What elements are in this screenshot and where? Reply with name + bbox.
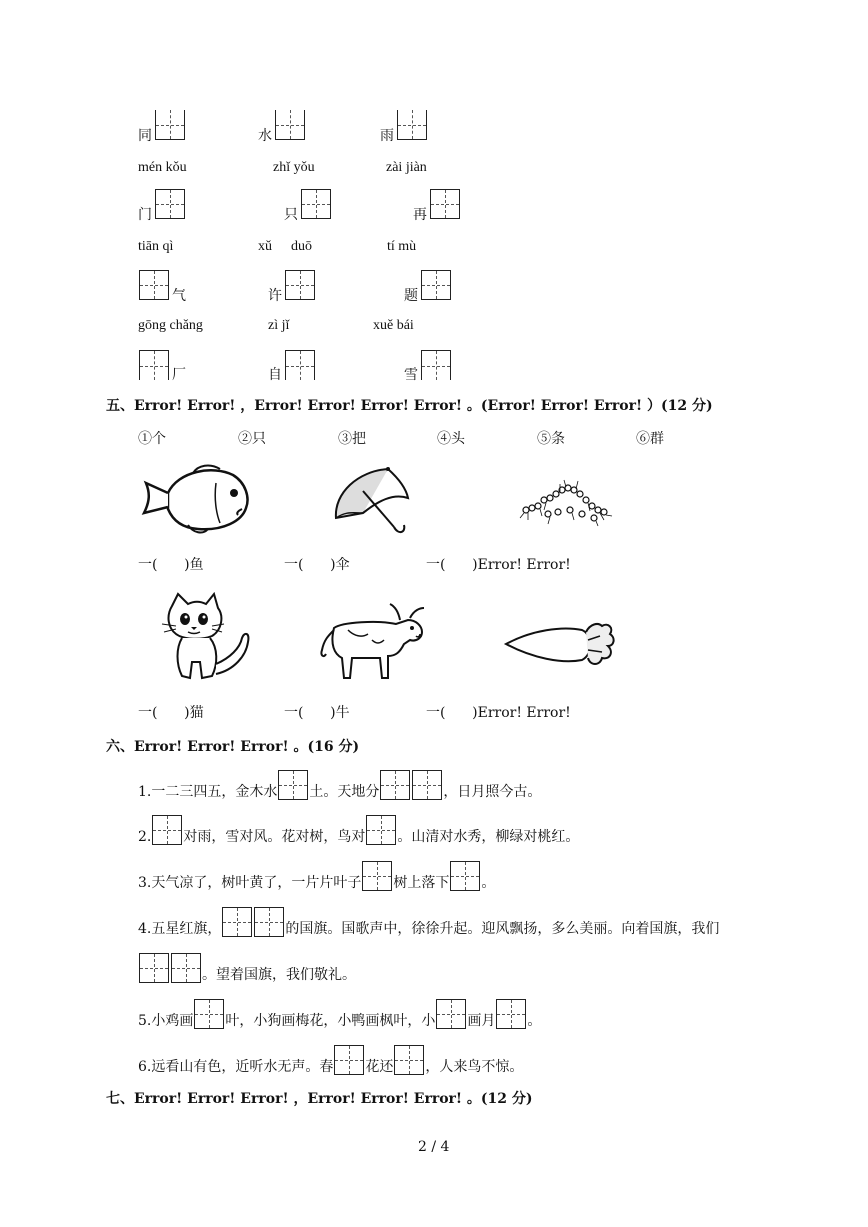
char-text: 门 <box>138 207 152 223</box>
measure-blank-umbrella[interactable]: 一( )伞 <box>284 557 350 573</box>
pinyin-text: tí mù <box>387 239 417 254</box>
char-box[interactable] <box>362 861 392 891</box>
sentence-text: 。山清对水秀，柳绿对桃红。 <box>397 829 580 845</box>
char-box[interactable] <box>139 350 169 380</box>
sentence-text: 。 <box>527 1013 542 1029</box>
sentence-text: 4.五星红旗， <box>138 921 222 937</box>
pinyin-text: zài jiàn <box>386 160 427 175</box>
measure-blank-fish[interactable]: 一( )鱼 <box>138 557 204 573</box>
char-text: 雪 <box>404 367 418 383</box>
char-text: 再 <box>413 207 427 223</box>
char-box[interactable] <box>450 861 480 891</box>
q5-title: 五、Error! Error! ，Error! Error! Error! Error! 。(Error! Error! Error! ）(12 分) <box>106 398 713 414</box>
char-box[interactable] <box>366 815 396 845</box>
pinyin-text: zì jǐ <box>268 318 290 333</box>
q6-sentence-5 <box>138 999 541 1029</box>
sentence-text: 。 <box>481 875 496 891</box>
sentence-text: 画月 <box>467 1013 496 1029</box>
char-box[interactable] <box>152 815 182 845</box>
measure-blank-ants[interactable] <box>426 557 571 573</box>
q6-sentence-3 <box>138 861 495 891</box>
char-box[interactable] <box>222 907 252 937</box>
q6-sentence-6 <box>138 1045 523 1075</box>
char-box[interactable] <box>155 189 185 219</box>
char-box[interactable] <box>275 110 305 140</box>
char-box[interactable] <box>397 110 427 140</box>
sentence-text: 土。天地分 <box>309 784 380 800</box>
sentence-text: 花还 <box>365 1059 394 1075</box>
blank-text: 一( )Error! Error! <box>426 557 571 573</box>
option-item: ⑥群 <box>636 431 664 447</box>
sentence-text: 6.远看山有色，近听水无声。春 <box>138 1059 334 1075</box>
char-text: 水 <box>258 128 272 144</box>
sentence-text: 。望着国旗，我们敬礼。 <box>202 967 356 983</box>
char-box[interactable] <box>278 770 308 800</box>
q6-sentence-1 <box>138 770 541 800</box>
q6-sentence-2 <box>138 815 579 845</box>
measure-blank-cow[interactable]: 一( )牛 <box>284 705 350 721</box>
blank-text: 一( )Error! Error! <box>426 705 571 721</box>
cow-picture <box>318 600 428 684</box>
char-box[interactable] <box>194 999 224 1029</box>
sentence-text: 5.小鸡画 <box>138 1013 194 1029</box>
char-box[interactable] <box>380 770 410 800</box>
radish-picture <box>502 620 617 670</box>
sentence-text: ，日月照今古。 <box>443 784 542 800</box>
char-box[interactable] <box>155 110 185 140</box>
pinyin-text: tiān qì <box>138 239 174 254</box>
char-box[interactable] <box>421 270 451 300</box>
q6-title: 六、Error! Error! Error! 。(16 分) <box>106 739 360 755</box>
pinyin-text: duō <box>291 239 312 254</box>
char-text: 只 <box>284 207 298 223</box>
sentence-text: 1.一二三四五，金木水 <box>138 784 278 800</box>
char-text: 同 <box>138 128 152 144</box>
measure-blank-cat[interactable]: 一( )猫 <box>138 705 204 721</box>
char-box[interactable] <box>139 953 169 983</box>
q7-title: 七、Error! Error! Error! ，Error! Error! Error! 。(12 分) <box>106 1091 533 1107</box>
page-number: 2 / 4 <box>418 1139 450 1155</box>
char-box[interactable] <box>496 999 526 1029</box>
option-item: ③把 <box>338 431 366 447</box>
char-box[interactable] <box>394 1045 424 1075</box>
sentence-text: ，人来鸟不惊。 <box>425 1059 524 1075</box>
measure-blank-radish[interactable] <box>426 705 571 721</box>
sentence-text: 对雨，雪对风。花对树，鸟对 <box>183 829 366 845</box>
char-box[interactable] <box>436 999 466 1029</box>
char-box[interactable] <box>430 189 460 219</box>
q6-sentence-4 <box>138 907 719 937</box>
pinyin-text: mén kǒu <box>138 160 187 175</box>
q6-sentence-4-cont <box>138 953 356 983</box>
char-text: 厂 <box>172 367 186 383</box>
char-box[interactable] <box>421 350 451 380</box>
sentence-text: 2. <box>138 829 152 845</box>
sentence-text: 叶，小狗画梅花，小鸭画枫叶，小 <box>225 1013 436 1029</box>
pinyin-text: zhǐ yǒu <box>273 160 315 175</box>
pinyin-text: xuě bái <box>373 318 414 333</box>
option-item: ④头 <box>437 431 465 447</box>
char-text: 气 <box>172 288 186 304</box>
sentence-text: 3.天气凉了，树叶黄了，一片片叶子 <box>138 875 362 891</box>
option-item: ⑤条 <box>537 431 565 447</box>
sentence-text: 的国旗。国歌声中，徐徐升起。迎风飘扬，多么美丽。向着国旗，我们 <box>285 921 720 937</box>
char-text: 许 <box>268 288 282 304</box>
char-box[interactable] <box>139 270 169 300</box>
option-item: ①个 <box>138 431 166 447</box>
char-box[interactable] <box>412 770 442 800</box>
pinyin-text: gōng chǎng <box>138 318 203 333</box>
char-box[interactable] <box>301 189 331 219</box>
char-box[interactable] <box>254 907 284 937</box>
char-box[interactable] <box>334 1045 364 1075</box>
char-box[interactable] <box>171 953 201 983</box>
pinyin-text: xǔ <box>258 239 272 254</box>
ants-picture <box>518 478 614 528</box>
char-text: 题 <box>404 288 418 304</box>
char-text: 自 <box>268 367 282 383</box>
umbrella-picture <box>328 463 413 538</box>
char-box[interactable] <box>285 350 315 380</box>
char-text: 雨 <box>380 128 394 144</box>
option-item: ②只 <box>238 431 266 447</box>
fish-picture <box>138 463 253 535</box>
sentence-text: 树上落下 <box>393 875 450 891</box>
char-box[interactable] <box>285 270 315 300</box>
cat-picture <box>160 592 255 684</box>
